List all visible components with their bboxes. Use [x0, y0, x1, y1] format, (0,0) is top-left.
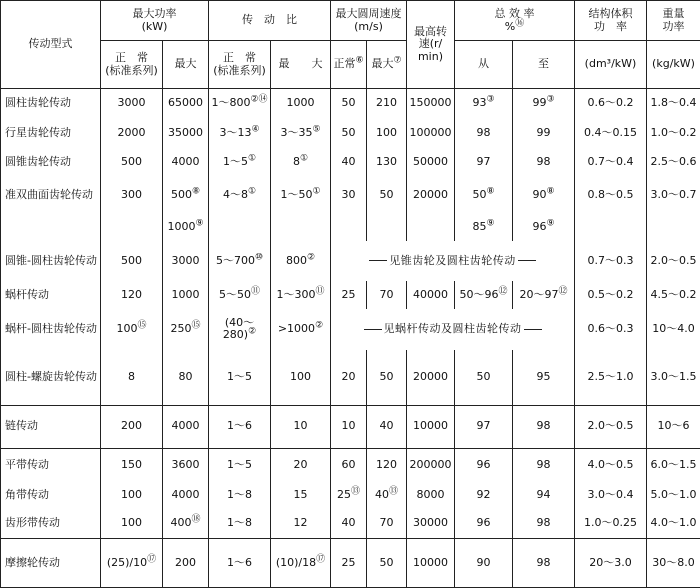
- cell-ratio-max: 800②: [271, 241, 331, 282]
- cell-volume: 0.8～0.5: [575, 176, 647, 215]
- cell-weight: 1.0～0.2: [647, 118, 700, 147]
- cell-power-normal: 2000: [101, 118, 163, 147]
- cell-eff-from: 97: [455, 405, 513, 448]
- cell-power-max: 3600: [163, 448, 209, 482]
- row-label: 准双曲面齿轮传动: [1, 176, 101, 215]
- cell-power-max: 1000: [163, 281, 209, 309]
- cell-speed-max: 70: [367, 508, 407, 538]
- cell-eff-from: 50～96⑫: [455, 281, 513, 309]
- table-row: [1, 118, 700, 147]
- cell-max-rpm: 8000: [407, 482, 455, 508]
- cell-power-normal: 120: [101, 281, 163, 309]
- cell-ratio-normal: 3～13④: [209, 118, 271, 147]
- col-header-speed-max: 最大⑦: [367, 41, 407, 89]
- cell-speed-normal: 50: [331, 118, 367, 147]
- col-header-max-power: 最大功率 (kW): [101, 1, 209, 41]
- cell-ratio-normal: 1～8: [209, 508, 271, 538]
- col-header-max-speed: 最大圆周速度 (m/s): [331, 1, 407, 41]
- cell-ratio-max: 1000: [271, 89, 331, 119]
- cell-speed-normal: 30: [331, 176, 367, 215]
- cell-volume: 0.4～0.15: [575, 118, 647, 147]
- cell-ratio-max: 20: [271, 448, 331, 482]
- cell-eff-to: 95: [513, 350, 575, 406]
- cell-volume: 2.0～0.5: [575, 405, 647, 448]
- cell-ratio-normal: (40～ 280)②: [209, 309, 271, 350]
- cell-volume: 0.5～0.2: [575, 281, 647, 309]
- col-header-weight: 重量 功率: [647, 1, 700, 41]
- cell-eff-from: 93③: [455, 89, 513, 119]
- cell-ratio-max: 1～50①: [271, 176, 331, 215]
- cell-ratio-normal: [209, 215, 271, 241]
- cell-ratio-max: 3～35⑤: [271, 118, 331, 147]
- col-header-speed-normal: 正常⑥: [331, 41, 367, 89]
- cell-speed-normal: 20: [331, 350, 367, 406]
- cell-power-normal: 500: [101, 147, 163, 176]
- cell-power-max: 4000: [163, 405, 209, 448]
- cell-volume: 20～3.0: [575, 538, 647, 587]
- cell-ratio-max: (10)/18⑰: [271, 538, 331, 587]
- cell-ratio-normal: 5～700⑩: [209, 241, 271, 282]
- cell-power-normal: 100⑮: [101, 309, 163, 350]
- cell-max-rpm: 200000: [407, 448, 455, 482]
- table-row: [1, 538, 700, 587]
- cell-power-normal: 100: [101, 508, 163, 538]
- table-row: [1, 482, 700, 508]
- col-header-power-normal: 正 常 (标准系列): [101, 41, 163, 89]
- cell-ratio-normal: 1～8: [209, 482, 271, 508]
- row-label: 齿形带传动: [1, 508, 101, 538]
- cell-speed-max: 70: [367, 281, 407, 309]
- cell-eff-from: 97: [455, 147, 513, 176]
- row-label: 蜗杆传动: [1, 281, 101, 309]
- cell-speed-normal: 10: [331, 405, 367, 448]
- cell-eff-to: 99: [513, 118, 575, 147]
- cell-speed-max: 120: [367, 448, 407, 482]
- row-label: 平带传动: [1, 448, 101, 482]
- cell-eff-to: 98: [513, 508, 575, 538]
- cell-weight: 10～4.0: [647, 309, 700, 350]
- cell-max-rpm: 30000: [407, 508, 455, 538]
- cell-volume: [575, 215, 647, 241]
- cell-max-rpm: 20000: [407, 350, 455, 406]
- cell-power-max: 4000: [163, 482, 209, 508]
- cell-max-rpm: 100000: [407, 118, 455, 147]
- cell-speed-normal: 40: [331, 508, 367, 538]
- cell-max-rpm: 150000: [407, 89, 455, 119]
- cell-speed-normal: 60: [331, 448, 367, 482]
- table-row: [1, 508, 700, 538]
- table-row: [1, 448, 700, 482]
- table-row: [1, 147, 700, 176]
- cell-speed-normal: 50: [331, 89, 367, 119]
- row-label: 蜗杆-圆柱齿轮传动: [1, 309, 101, 350]
- col-header-power-max: 最大: [163, 41, 209, 89]
- row-label: 圆锥齿轮传动: [1, 147, 101, 176]
- cell-weight: 5.0～1.0: [647, 482, 700, 508]
- cell-speed-normal: 40: [331, 147, 367, 176]
- cell-volume: 4.0～0.5: [575, 448, 647, 482]
- cell-ratio-normal: 1～5: [209, 350, 271, 406]
- cell-weight: 1.8～0.4: [647, 89, 700, 119]
- cell-max-rpm: 40000: [407, 281, 455, 309]
- cell-power-max: 250⑮: [163, 309, 209, 350]
- col-header-ratio-max: 最 大: [271, 41, 331, 89]
- cell-speed-max: 100: [367, 118, 407, 147]
- cell-max-rpm: 10000: [407, 538, 455, 587]
- cell-speed-max: 40: [367, 405, 407, 448]
- col-header-volume-unit: (dm³/kW): [575, 41, 647, 89]
- cell-eff-to: 98: [513, 448, 575, 482]
- cell-power-max: 400⑱: [163, 508, 209, 538]
- cell-max-rpm: 50000: [407, 147, 455, 176]
- col-header-ratio: 传 动 比: [209, 1, 331, 41]
- cell-eff-from: 85⑨: [455, 215, 513, 241]
- cell-max-rpm: 10000: [407, 405, 455, 448]
- table-row: [1, 215, 700, 241]
- table-row: [1, 241, 700, 282]
- col-header-eff-from: 从: [455, 41, 513, 89]
- cell-weight: 2.5～0.6: [647, 147, 700, 176]
- cell-power-normal: 500: [101, 241, 163, 282]
- col-header-efficiency: 总 效 率 %⑯: [455, 1, 575, 41]
- cell-eff-to: 96⑨: [513, 215, 575, 241]
- cell-weight: 4.0～1.0: [647, 508, 700, 538]
- col-header-type: 传动型式: [1, 1, 101, 89]
- cell-weight: 10～6: [647, 405, 700, 448]
- cell-ratio-max: 8①: [271, 147, 331, 176]
- cell-eff-to: 94: [513, 482, 575, 508]
- cell-ratio-normal: 4～8①: [209, 176, 271, 215]
- table-row: [1, 176, 700, 215]
- row-label: [1, 215, 101, 241]
- cell-power-normal: 100: [101, 482, 163, 508]
- cell-power-normal: 200: [101, 405, 163, 448]
- cell-weight: 3.0～0.7: [647, 176, 700, 215]
- col-header-eff-to: 至: [513, 41, 575, 89]
- cell-ratio-normal: 1～6: [209, 405, 271, 448]
- cell-speed-max: 50: [367, 176, 407, 215]
- cell-weight: [647, 215, 700, 241]
- row-label: 摩擦轮传动: [1, 538, 101, 587]
- row-label: 行星齿轮传动: [1, 118, 101, 147]
- cell-eff-from: 50⑧: [455, 176, 513, 215]
- cell-power-max: 65000: [163, 89, 209, 119]
- cell-power-max: 200: [163, 538, 209, 587]
- cell-ratio-max: 15: [271, 482, 331, 508]
- cell-speed-max: 210: [367, 89, 407, 119]
- cell-speed-normal: 25⑬: [331, 482, 367, 508]
- cell-weight: 2.0～0.5: [647, 241, 700, 282]
- cell-weight: 4.5～0.2: [647, 281, 700, 309]
- cell-power-max: 3000: [163, 241, 209, 282]
- cell-power-normal: 8: [101, 350, 163, 406]
- cell-speed-max: 50: [367, 538, 407, 587]
- cell-eff-from: 90: [455, 538, 513, 587]
- cell-speed-normal: [331, 215, 367, 241]
- cell-ratio-max: 1～300⑪: [271, 281, 331, 309]
- table-row: [1, 405, 700, 448]
- cell-ratio-normal: 5～50⑪: [209, 281, 271, 309]
- cell-ratio-max: 12: [271, 508, 331, 538]
- row-label: 圆柱齿轮传动: [1, 89, 101, 119]
- row-label: 链传动: [1, 405, 101, 448]
- cell-volume: 3.0～0.4: [575, 482, 647, 508]
- cell-speed-normal: 25: [331, 281, 367, 309]
- cell-weight: 3.0～1.5: [647, 350, 700, 406]
- col-header-ratio-normal: 正 常 (标准系列): [209, 41, 271, 89]
- cell-power-max: 80: [163, 350, 209, 406]
- cell-eff-from: 50: [455, 350, 513, 406]
- cell-speed-max: 130: [367, 147, 407, 176]
- cell-volume: 1.0～0.25: [575, 508, 647, 538]
- cell-eff-to: 90⑧: [513, 176, 575, 215]
- row-label: 圆柱-螺旋齿轮传动: [1, 350, 101, 406]
- cell-volume: 0.6～0.2: [575, 89, 647, 119]
- cell-power-normal: (25)/10⑰: [101, 538, 163, 587]
- cell-power-max: 500⑧: [163, 176, 209, 215]
- cell-power-max: 1000⑨: [163, 215, 209, 241]
- cell-ratio-normal: 1～6: [209, 538, 271, 587]
- cell-note: 见锥齿轮及圆柱齿轮传动: [331, 241, 575, 282]
- cell-power-normal: [101, 215, 163, 241]
- col-header-weight-unit: (kg/kW): [647, 41, 700, 89]
- table-row: [1, 309, 700, 350]
- cell-max-rpm: [407, 215, 455, 241]
- cell-ratio-max: [271, 215, 331, 241]
- cell-eff-from: 98: [455, 118, 513, 147]
- cell-power-normal: 300: [101, 176, 163, 215]
- cell-max-rpm: 20000: [407, 176, 455, 215]
- cell-eff-to: 20～97⑫: [513, 281, 575, 309]
- cell-ratio-max: 100: [271, 350, 331, 406]
- cell-speed-normal: 25: [331, 538, 367, 587]
- col-header-max-rpm: 最高转 速(r/ min): [407, 1, 455, 89]
- row-label: 圆锥-圆柱齿轮传动: [1, 241, 101, 282]
- cell-eff-to: 98: [513, 538, 575, 587]
- table-row: [1, 350, 700, 406]
- cell-volume: 0.7～0.3: [575, 241, 647, 282]
- cell-ratio-normal: 1～5①: [209, 147, 271, 176]
- cell-eff-to: 98: [513, 147, 575, 176]
- table-row: [1, 89, 700, 119]
- cell-speed-max: 50: [367, 350, 407, 406]
- cell-eff-from: 96: [455, 448, 513, 482]
- cell-ratio-normal: 1～5: [209, 448, 271, 482]
- cell-weight: 6.0～1.5: [647, 448, 700, 482]
- cell-volume: 0.6～0.3: [575, 309, 647, 350]
- cell-note: 见蜗杆传动及圆柱齿轮传动: [331, 309, 575, 350]
- cell-eff-to: 98: [513, 405, 575, 448]
- cell-ratio-normal: 1～800②⑭: [209, 89, 271, 119]
- col-header-volume: 结构体积 功 率: [575, 1, 647, 41]
- cell-power-normal: 150: [101, 448, 163, 482]
- cell-speed-max: [367, 215, 407, 241]
- cell-volume: 2.5～1.0: [575, 350, 647, 406]
- table-row: [1, 281, 700, 309]
- cell-volume: 0.7～0.4: [575, 147, 647, 176]
- cell-speed-max: 40⑬: [367, 482, 407, 508]
- row-label: 角带传动: [1, 482, 101, 508]
- cell-ratio-max: >1000②: [271, 309, 331, 350]
- cell-power-max: 4000: [163, 147, 209, 176]
- cell-power-normal: 3000: [101, 89, 163, 119]
- cell-eff-to: 99③: [513, 89, 575, 119]
- cell-eff-from: 92: [455, 482, 513, 508]
- cell-ratio-max: 10: [271, 405, 331, 448]
- cell-eff-from: 96: [455, 508, 513, 538]
- cell-weight: 30～8.0: [647, 538, 700, 587]
- cell-power-max: 35000: [163, 118, 209, 147]
